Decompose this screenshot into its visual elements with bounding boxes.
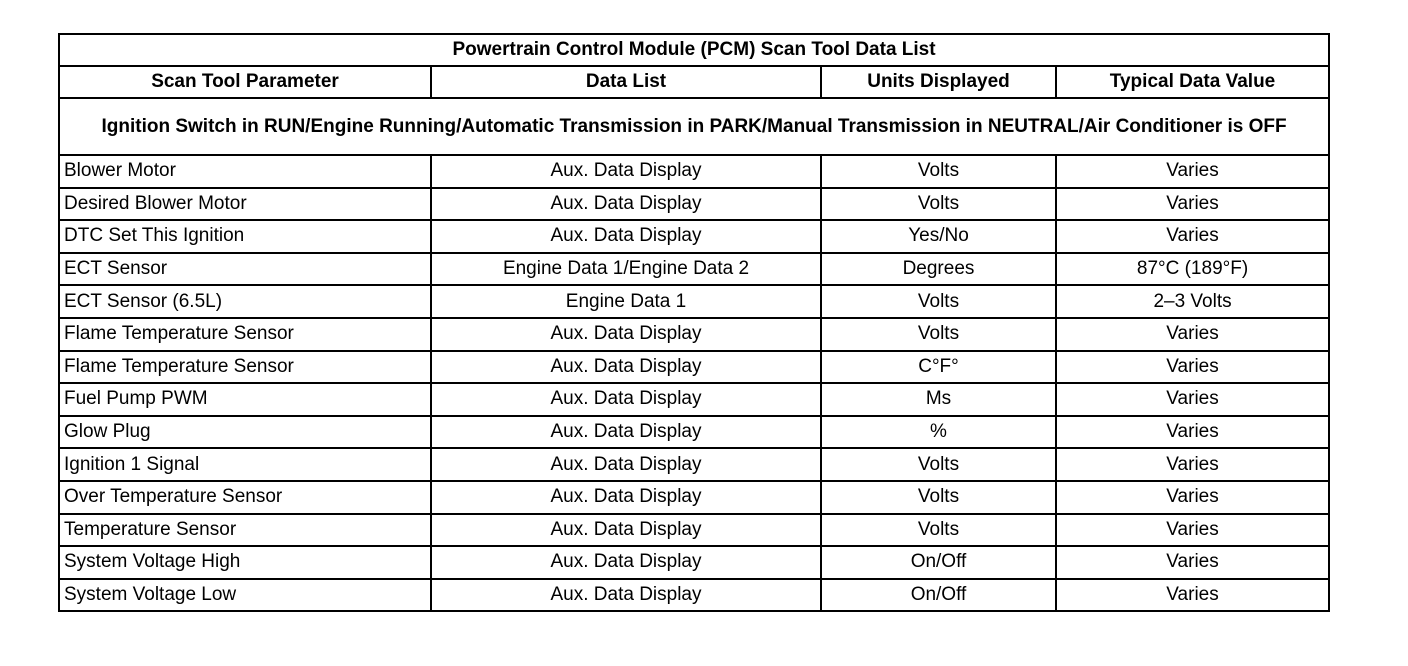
typical-value-cell: 87°C (189°F) bbox=[1056, 253, 1329, 286]
typical-value-cell: Varies bbox=[1056, 188, 1329, 221]
table-row bbox=[59, 155, 1329, 188]
parameter-cell: Over Temperature Sensor bbox=[59, 481, 431, 514]
data-list-cell: Aux. Data Display bbox=[431, 481, 821, 514]
table-row bbox=[59, 481, 1329, 514]
parameter-cell: Ignition 1 Signal bbox=[59, 448, 431, 481]
table-row bbox=[59, 318, 1329, 351]
table-row bbox=[59, 514, 1329, 547]
header-typical-data-value: Typical Data Value bbox=[1056, 66, 1329, 98]
header-units-displayed: Units Displayed bbox=[821, 66, 1056, 98]
data-list-cell: Aux. Data Display bbox=[431, 579, 821, 612]
units-cell: Volts bbox=[821, 514, 1056, 547]
units-cell: Volts bbox=[821, 155, 1056, 188]
typical-value-cell: Varies bbox=[1056, 546, 1329, 579]
parameter-cell: Flame Temperature Sensor bbox=[59, 318, 431, 351]
table-row bbox=[59, 448, 1329, 481]
parameter-cell: Glow Plug bbox=[59, 416, 431, 449]
data-list-cell: Engine Data 1/Engine Data 2 bbox=[431, 253, 821, 286]
data-list-cell: Aux. Data Display bbox=[431, 448, 821, 481]
table-title-row bbox=[59, 34, 1329, 66]
typical-value-cell: Varies bbox=[1056, 448, 1329, 481]
parameter-cell: System Voltage Low bbox=[59, 579, 431, 612]
table-row bbox=[59, 351, 1329, 384]
data-list-cell: Aux. Data Display bbox=[431, 416, 821, 449]
table-row bbox=[59, 579, 1329, 612]
typical-value-cell: Varies bbox=[1056, 220, 1329, 253]
typical-value-cell: Varies bbox=[1056, 514, 1329, 547]
parameter-cell: Flame Temperature Sensor bbox=[59, 351, 431, 384]
units-cell: On/Off bbox=[821, 579, 1056, 612]
table-row bbox=[59, 383, 1329, 416]
data-list-cell: Aux. Data Display bbox=[431, 514, 821, 547]
data-list-cell: Aux. Data Display bbox=[431, 383, 821, 416]
header-data-list: Data List bbox=[431, 66, 821, 98]
table-row bbox=[59, 546, 1329, 579]
scan-tool-data-table bbox=[58, 33, 1330, 612]
units-cell: Yes/No bbox=[821, 220, 1056, 253]
typical-value-cell: Varies bbox=[1056, 155, 1329, 188]
units-cell: C°F° bbox=[821, 351, 1056, 384]
column-header-row bbox=[59, 66, 1329, 98]
data-list-cell: Aux. Data Display bbox=[431, 318, 821, 351]
table-title: Powertrain Control Module (PCM) Scan Tool Data List bbox=[59, 34, 1329, 66]
data-list-cell: Engine Data 1 bbox=[431, 285, 821, 318]
parameter-cell: ECT Sensor bbox=[59, 253, 431, 286]
header-scan-tool-parameter: Scan Tool Parameter bbox=[59, 66, 431, 98]
table-row bbox=[59, 416, 1329, 449]
typical-value-cell: Varies bbox=[1056, 481, 1329, 514]
parameter-cell: ECT Sensor (6.5L) bbox=[59, 285, 431, 318]
units-cell: Volts bbox=[821, 318, 1056, 351]
units-cell: Volts bbox=[821, 285, 1056, 318]
units-cell: Volts bbox=[821, 481, 1056, 514]
units-cell: Ms bbox=[821, 383, 1056, 416]
parameter-cell: System Voltage High bbox=[59, 546, 431, 579]
parameter-cell: DTC Set This Ignition bbox=[59, 220, 431, 253]
units-cell: Degrees bbox=[821, 253, 1056, 286]
test-condition: Ignition Switch in RUN/Engine Running/Automatic Transmission in PARK/Manual Transmission in NEUTRAL/Air Conditioner is OFF bbox=[59, 98, 1329, 155]
data-list-cell: Aux. Data Display bbox=[431, 220, 821, 253]
data-list-cell: Aux. Data Display bbox=[431, 188, 821, 221]
data-list-cell: Aux. Data Display bbox=[431, 351, 821, 384]
typical-value-cell: Varies bbox=[1056, 579, 1329, 612]
typical-value-cell: Varies bbox=[1056, 416, 1329, 449]
units-cell: % bbox=[821, 416, 1056, 449]
parameter-cell: Desired Blower Motor bbox=[59, 188, 431, 221]
units-cell: Volts bbox=[821, 448, 1056, 481]
typical-value-cell: Varies bbox=[1056, 383, 1329, 416]
typical-value-cell: 2–3 Volts bbox=[1056, 285, 1329, 318]
parameter-cell: Temperature Sensor bbox=[59, 514, 431, 547]
table-row bbox=[59, 188, 1329, 221]
typical-value-cell: Varies bbox=[1056, 351, 1329, 384]
units-cell: Volts bbox=[821, 188, 1056, 221]
units-cell: On/Off bbox=[821, 546, 1056, 579]
table-row bbox=[59, 285, 1329, 318]
data-list-cell: Aux. Data Display bbox=[431, 546, 821, 579]
data-list-cell: Aux. Data Display bbox=[431, 155, 821, 188]
table-row bbox=[59, 220, 1329, 253]
test-condition-row bbox=[59, 98, 1329, 155]
typical-value-cell: Varies bbox=[1056, 318, 1329, 351]
parameter-cell: Blower Motor bbox=[59, 155, 431, 188]
table-row bbox=[59, 253, 1329, 286]
parameter-cell: Fuel Pump PWM bbox=[59, 383, 431, 416]
